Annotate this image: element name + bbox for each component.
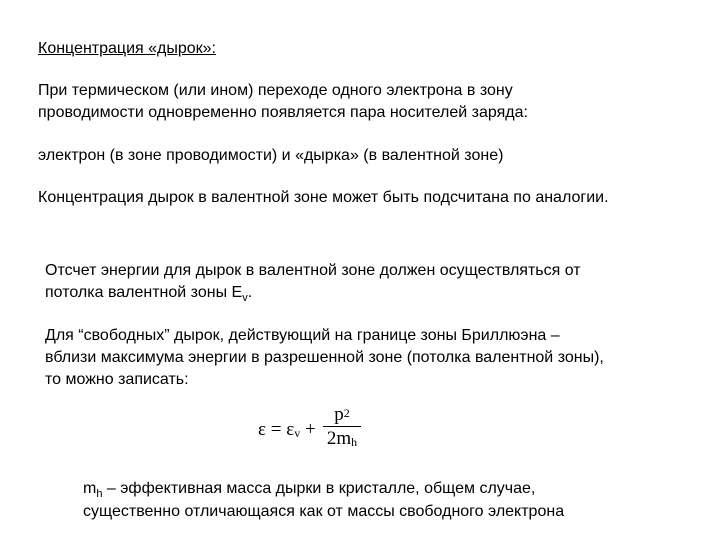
paragraph-hole-concentration: Концентрация дырок в валентной зоне может быть подсчитана по аналогии.	[38, 189, 609, 206]
formula-plus: +	[300, 419, 321, 440]
text-line: вблизи максимума энергии в разрешенной зоне (потолка валентной зоны),	[45, 349, 604, 366]
energy-formula	[258, 402, 378, 460]
formula-subscript: h	[351, 435, 358, 449]
text-run: потолка валентной зоны E	[45, 284, 243, 301]
formula-subscript: v	[294, 426, 301, 440]
text-run: .	[247, 284, 253, 301]
slide-title: Концентрация «дырок»:	[38, 40, 216, 57]
formula-denominator	[322, 427, 362, 451]
text-run: – эффективная масса дырки в кристалле, общем случае,	[102, 480, 536, 497]
formula-text: 2m	[326, 428, 352, 449]
paragraph-effective-mass	[83, 478, 683, 523]
formula-superscript: 2	[343, 406, 350, 420]
text-line: Отсчет энергии для дырок в валентной зоне должен осуществляться от	[45, 262, 581, 279]
text-line: то можно записать:	[45, 371, 189, 388]
text-line	[45, 282, 705, 305]
subscript: v	[242, 292, 248, 304]
text-line	[83, 478, 683, 501]
paragraph-free-holes	[45, 325, 705, 391]
paragraph-thermal-transition	[38, 80, 698, 124]
formula-numerator	[322, 402, 362, 426]
text-line: проводимости одновременно появляется пара носителей заряда:	[38, 104, 528, 121]
formula-lhs	[258, 419, 320, 441]
subscript: h	[96, 488, 103, 500]
text-line: При термическом (или ином) переходе одного электрона в зону	[38, 82, 513, 99]
formula-text: p	[334, 404, 344, 425]
text-line: существенно отличающаяся как от массы свободного электрона	[83, 503, 565, 520]
paragraph-electron-hole: электрон (в зоне проводимости) и «дырка» (в валентной зоне)	[38, 147, 504, 164]
text-line: Для “свободных” дырок, действующий на границе зоны Бриллюэна –	[45, 327, 560, 344]
paragraph-energy-reference	[45, 260, 705, 305]
formula-text: ε = ε	[258, 419, 295, 440]
text-run: m	[83, 480, 97, 497]
formula-fraction	[322, 402, 362, 451]
